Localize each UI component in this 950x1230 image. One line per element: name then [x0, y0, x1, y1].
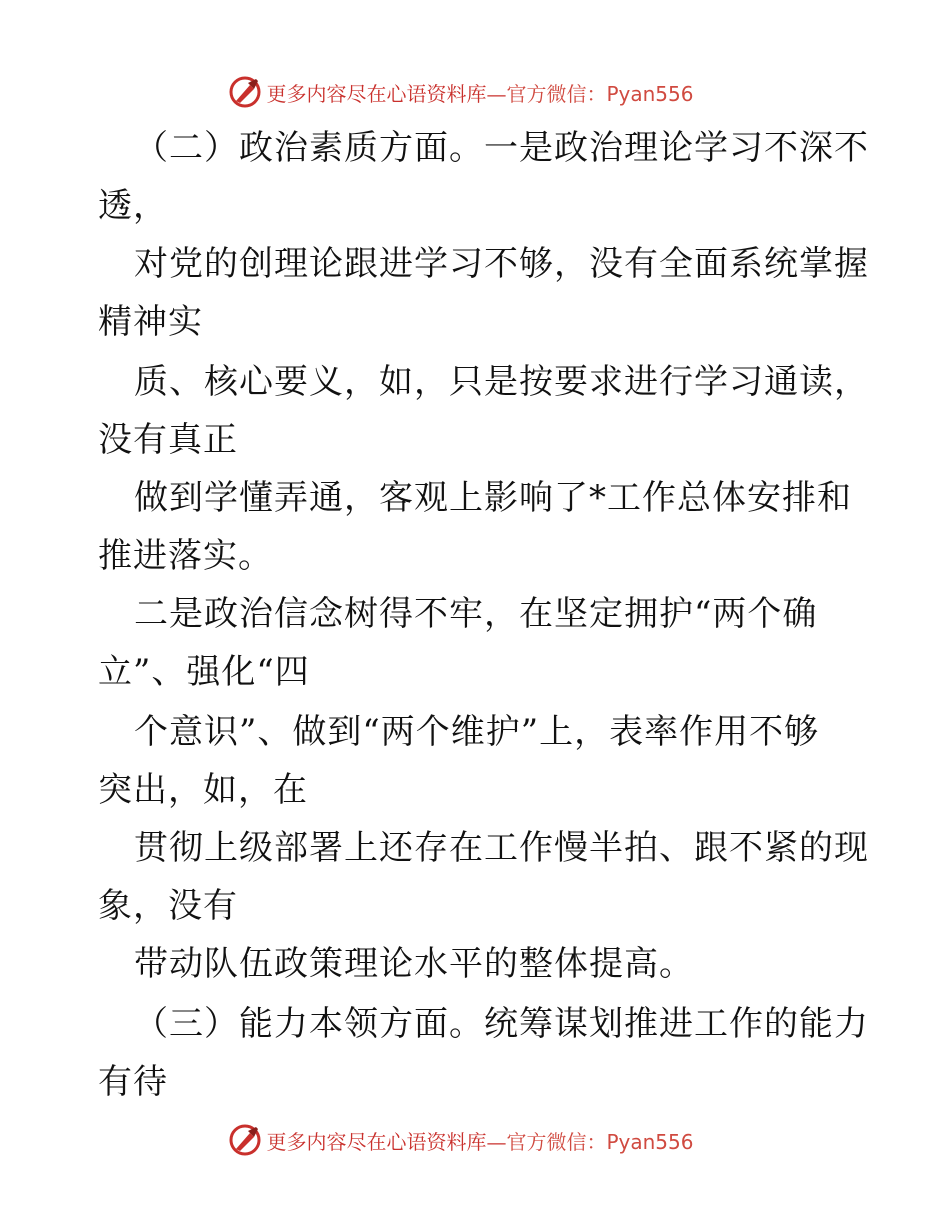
watermark-wechat: 官方微信：Pyan556 — [506, 81, 694, 106]
paragraph-line: （三）能力本领方面。统筹谋划推进工作的能力 — [134, 1004, 869, 1044]
paragraph-line: 没有真正 — [98, 420, 238, 460]
watermark-wechat: 官方微信：Pyan556 — [506, 1129, 694, 1154]
paragraph-line: 精神实 — [98, 302, 203, 342]
paragraph-line: （二）政治素质方面。一是政治理论学习不深不 — [134, 128, 869, 168]
paragraph-line: 对党的创理论跟进学习不够，没有全面系统掌握 — [134, 244, 869, 284]
paragraph-line: 带动队伍政策理论水平的整体提高。 — [134, 944, 694, 984]
watermark-text: 更多内容尽在心语资料库— — [266, 1129, 507, 1154]
paragraph-line: 突出，如，在 — [98, 770, 308, 810]
pen-logo-icon — [228, 75, 262, 109]
watermark-text: 更多内容尽在心语资料库— — [266, 81, 507, 106]
paragraph-line: 质、核心要义，如，只是按要求进行学习通读， — [134, 362, 869, 402]
pen-logo-icon — [228, 1123, 262, 1157]
header-watermark — [0, 72, 950, 112]
paragraph-line: 透， — [98, 186, 168, 226]
paragraph-line: 二是政治信念树得不牢，在坚定拥护“两个确 — [134, 594, 818, 634]
paragraph-line: 立”、强化“四 — [98, 652, 310, 692]
paragraph-line: 做到学懂弄通，客观上影响了*工作总体安排和 — [134, 478, 852, 518]
paragraph-line: 象，没有 — [98, 886, 238, 926]
paragraph-line: 推进落实。 — [98, 536, 273, 576]
paragraph-line: 贯彻上级部署上还存在工作慢半拍、跟不紧的现 — [134, 828, 869, 868]
paragraph-line: 有待 — [98, 1062, 168, 1102]
footer-watermark — [0, 1120, 950, 1160]
paragraph-line: 个意识”、做到“两个维护”上，表率作用不够 — [134, 712, 820, 752]
